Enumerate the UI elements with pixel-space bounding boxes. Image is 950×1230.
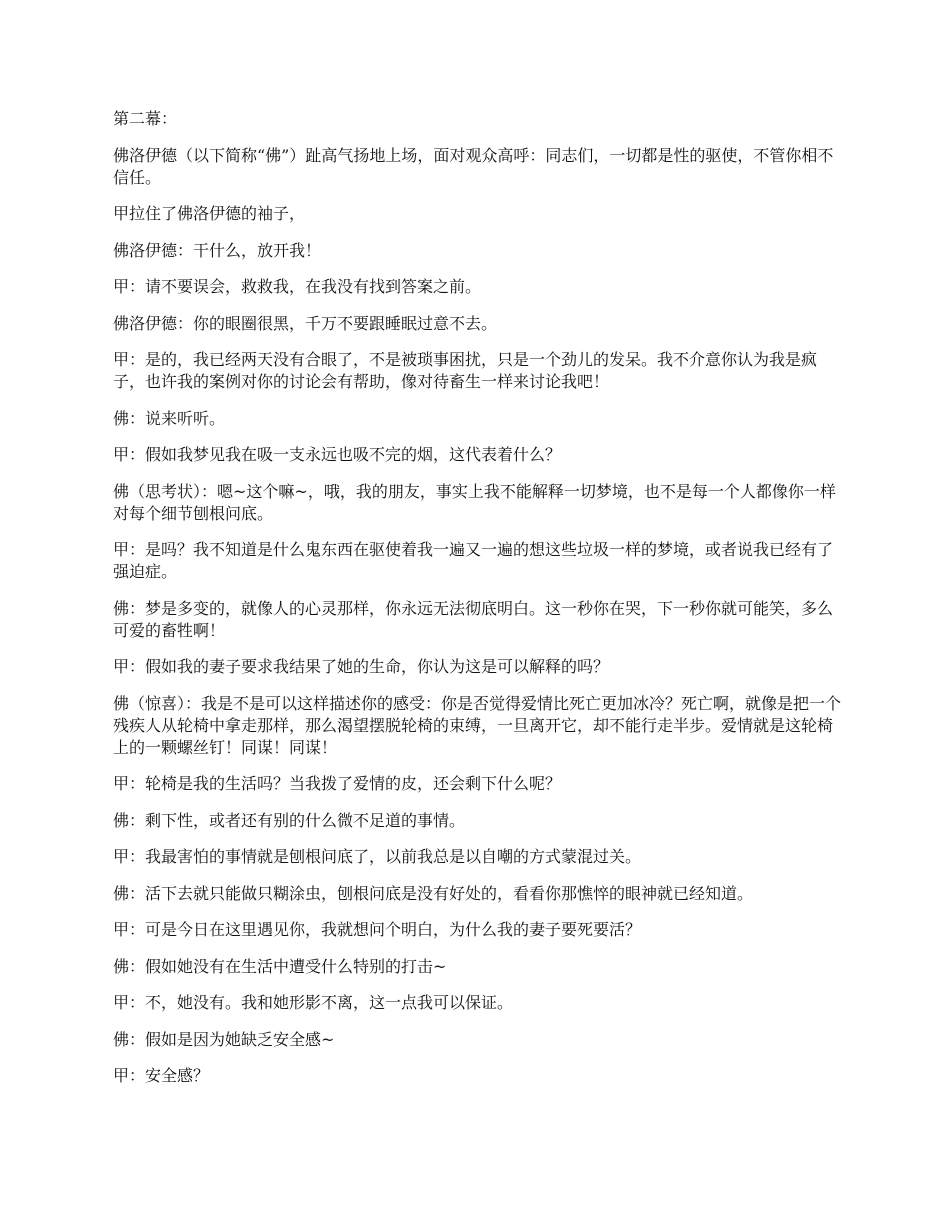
dialogue-line: 佛：剩下性，或者还有别的什么微不足道的事情。 <box>113 810 466 830</box>
dialogue-line: 佛：梦是多变的，就像人的心灵那样，你永远无法彻底明白。这一秒你在哭，下一秒你就可能笑，多么可爱的畜牲啊！ <box>113 598 834 640</box>
dialogue-line: 佛：假如是因为她缺乏安全感~ <box>113 1029 335 1049</box>
dialogue-line: 甲：可是今日在这里遇见你，我就想问个明白，为什么我的妻子要死要活？ <box>113 920 642 939</box>
dialogue-line: 佛洛伊德：干什么，放开我！ <box>113 240 322 260</box>
dialogue-line: 甲：是的，我已经两天没有合眼了，不是被琐事困扰，只是一个劲儿的发呆。我不介意你认为我是疯子，也许我的案例对你的讨论会有帮助，像对待畜生一样来讨论我吧！ <box>113 350 818 391</box>
dialogue-line: 甲：安全感？ <box>113 1066 210 1085</box>
dialogue-line: 甲：我最害怕的事情就是刨根问底了，以前我总是以自嘲的方式蒙混过关。 <box>113 847 642 866</box>
dialogue-line: 甲：假如我梦见我在吸一支永远也吸不完的烟，这代表着什么？ <box>113 445 562 464</box>
dialogue-line: 佛（思考状）：嗯~这个嘛~，哦，我的朋友，事实上我不能解释一切梦境，也不是每一个人都像你一样对每个细节刨根问底。 <box>113 481 836 523</box>
stage-direction-paragraph: 甲拉住了佛洛伊德的袖子， <box>113 204 306 223</box>
dialogue-line: 甲：轮椅是我的生活吗？当我拨了爱情的皮，还会剩下什么呢？ <box>113 774 562 793</box>
stage-direction-paragraph: 佛洛伊德（以下简称“佛”）趾高气扬地上场，面对观众高呼：同志们，一切都是性的驱使，不管你相不信任。 <box>113 145 834 187</box>
dialogue-line: 佛洛伊德：你的眼圈很黑，千万不要跟睡眠过意不去。 <box>113 313 498 333</box>
dialogue-line: 甲：请不要误会，救救我，在我没有找到答案之前。 <box>113 277 482 296</box>
scene-heading: 第二幕： <box>113 109 178 128</box>
dialogue-line: 甲：不，她没有。我和她形影不离，这一点我可以保证。 <box>113 993 514 1012</box>
document-page <box>113 108 843 1102</box>
dialogue-line: 佛：说来听听。 <box>113 408 226 428</box>
dialogue-line: 甲：假如我的妻子要求我结果了她的生命，你认为这是可以解释的吗？ <box>113 657 610 676</box>
dialogue-line: 佛：活下去就只能做只糊涂虫，刨根问底是没有好处的，看看你那憔悴的眼神就已经知道。 <box>113 883 754 903</box>
dialogue-line: 佛：假如她没有在生活中遭受什么特别的打击~ <box>113 956 447 976</box>
dialogue-line: 佛（惊喜）：我是不是可以这样描述你的感受：你是否觉得爱情比死亡更加冰冷？死亡啊，就像是把一个残疾人从轮椅中拿走那样，那么渴望摆脱轮椅的束缚，一旦离开它，却不能行走半步。爱情就是这轮椅上的一颗螺丝钉！同谋！同谋！ <box>113 693 842 757</box>
dialogue-line: 甲：是吗？我不知道是什么鬼东西在驱使着我一遍又一遍的想这些垃圾一样的梦境，或者说我已经有了强迫症。 <box>113 540 834 581</box>
